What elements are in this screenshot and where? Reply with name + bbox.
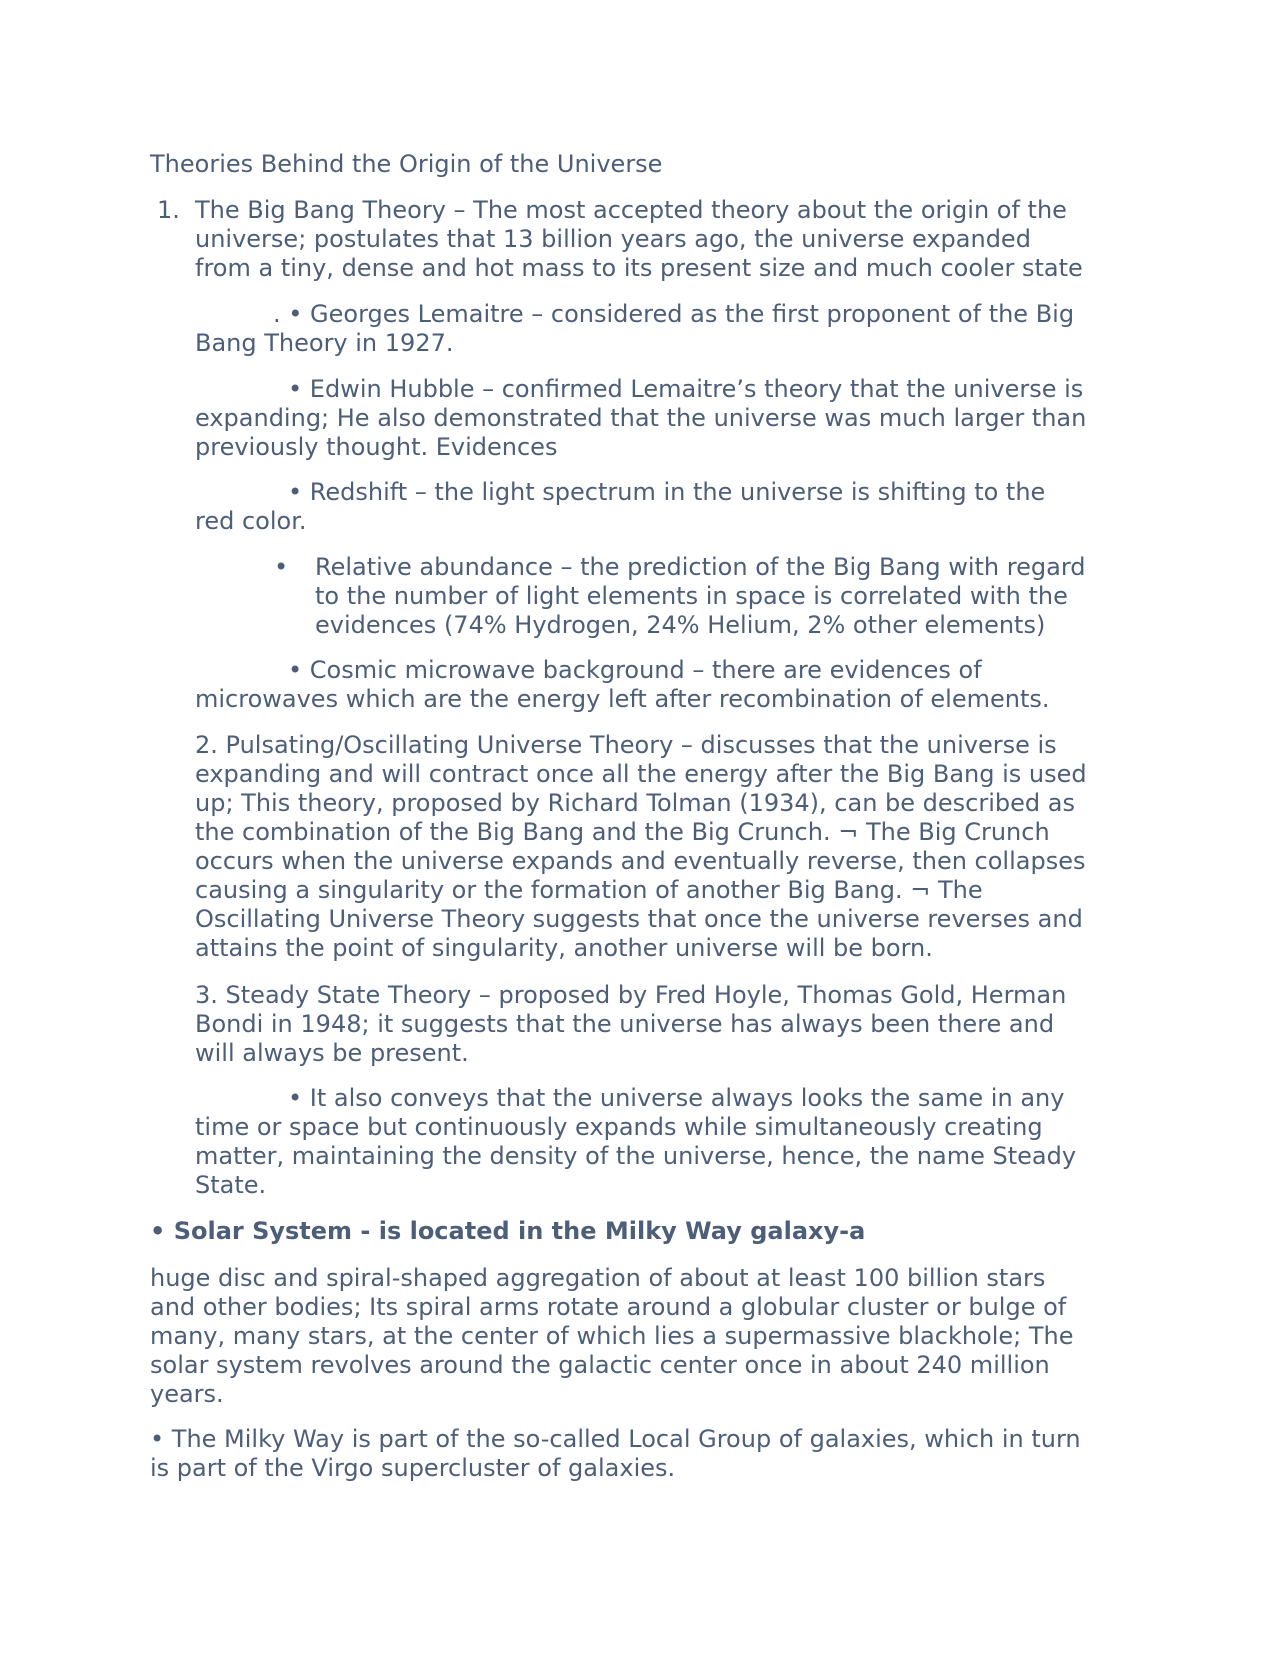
text-line: from a tiny, dense and hot mass to its present size and much cooler state bbox=[195, 254, 1083, 282]
text-line: is part of the Virgo supercluster of galaxies. bbox=[150, 1454, 676, 1482]
document-title: Theories Behind the Origin of the Universe bbox=[150, 150, 663, 178]
text-line: causing a singularity or the formation of another Big Bang. ¬ The bbox=[195, 876, 983, 904]
text-line: • Redshift – the light spectrum in the universe is shifting to the bbox=[288, 478, 1046, 506]
text-line: red color. bbox=[195, 507, 307, 535]
text-line: 3. Steady State Theory – proposed by Fred Hoyle, Thomas Gold, Herman bbox=[195, 981, 1067, 1009]
text-line: and other bodies; Its spiral arms rotate around a globular cluster or bulge of bbox=[150, 1293, 1067, 1321]
text-line: Bondi in 1948; it suggests that the universe has always been there and bbox=[195, 1010, 1055, 1038]
text-line: . • Georges Lemaitre – considered as the first proponent of the Big bbox=[273, 300, 1075, 328]
list-number: 1. bbox=[157, 196, 180, 224]
text-line: years. bbox=[150, 1380, 224, 1408]
text-line: up; This theory, proposed by Richard Tolman (1934), can be described as bbox=[195, 789, 1075, 817]
text-line: 2. Pulsating/Oscillating Universe Theory – discusses that the universe is bbox=[195, 731, 1057, 759]
text-line: expanding; He also demonstrated that the universe was much larger than bbox=[195, 404, 1087, 432]
text-line: universe; postulates that 13 billion years ago, the universe expanded bbox=[195, 225, 1031, 253]
text-line: occurs when the universe expands and eventually reverse, then collapses bbox=[195, 847, 1086, 875]
text-line: • Cosmic microwave background – there are evidences of bbox=[288, 656, 982, 684]
text-line: previously thought. Evidences bbox=[195, 433, 558, 461]
text-line: Oscillating Universe Theory suggests that once the universe reverses and bbox=[195, 905, 1083, 933]
solar-system-heading: • Solar System - is located in the Milky Way galaxy-a bbox=[150, 1217, 866, 1245]
text-line: The Big Bang Theory – The most accepted theory about the origin of the bbox=[195, 196, 1067, 224]
text-line: will always be present. bbox=[195, 1039, 469, 1067]
text-line: Relative abundance – the prediction of the Big Bang with regard bbox=[315, 553, 1086, 581]
text-line: evidences (74% Hydrogen, 24% Helium, 2% other elements) bbox=[315, 611, 1046, 639]
text-line: State. bbox=[195, 1171, 267, 1199]
text-line: huge disc and spiral-shaped aggregation of about at least 100 billion stars bbox=[150, 1264, 1046, 1292]
text-line: the combination of the Big Bang and the Big Crunch. ¬ The Big Crunch bbox=[195, 818, 1050, 846]
text-line: • The Milky Way is part of the so-called Local Group of galaxies, which in turn bbox=[150, 1425, 1081, 1453]
text-line: to the number of light elements in space is correlated with the bbox=[315, 582, 1068, 610]
text-line: matter, maintaining the density of the universe, hence, the name Steady bbox=[195, 1142, 1077, 1170]
text-line: • Edwin Hubble – confirmed Lemaitre’s theory that the universe is bbox=[288, 375, 1084, 403]
bullet-glyph: • bbox=[274, 553, 289, 581]
text-line: expanding and will contract once all the energy after the Big Bang is used bbox=[195, 760, 1087, 788]
text-line: • It also conveys that the universe always looks the same in any bbox=[288, 1084, 1065, 1112]
text-line: solar system revolves around the galactic center once in about 240 million bbox=[150, 1351, 1050, 1379]
text-line: microwaves which are the energy left after recombination of elements. bbox=[195, 685, 1050, 713]
text-line: attains the point of singularity, another universe will be born. bbox=[195, 934, 933, 962]
text-line: many, many stars, at the center of which lies a supermassive blackhole; The bbox=[150, 1322, 1074, 1350]
text-line: time or space but continuously expands while simultaneously creating bbox=[195, 1113, 1043, 1141]
text-line: Bang Theory in 1927. bbox=[195, 329, 454, 357]
